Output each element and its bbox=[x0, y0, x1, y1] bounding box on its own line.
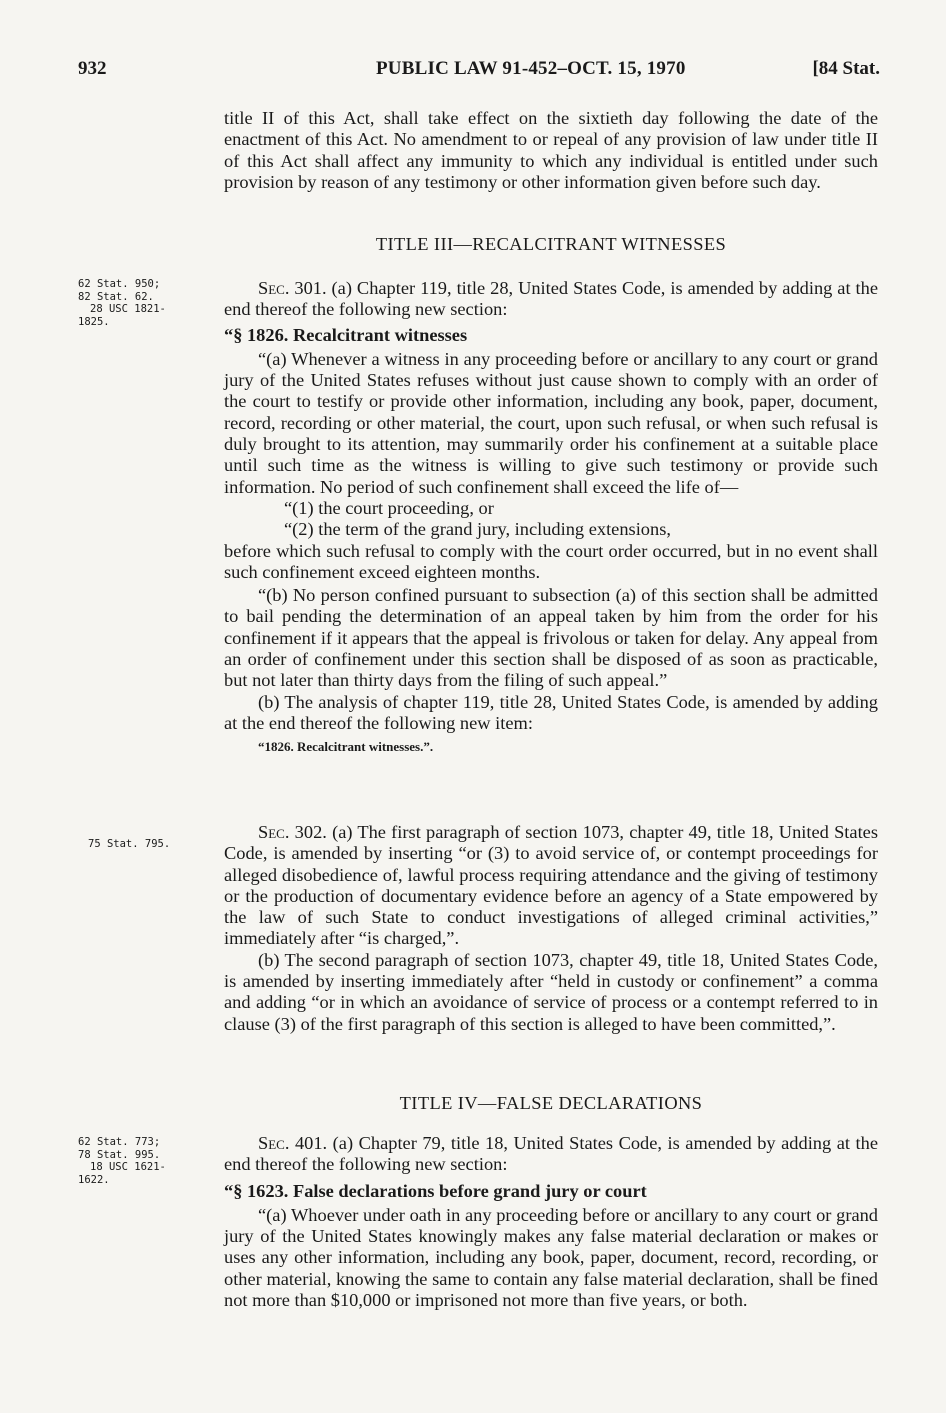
running-header bbox=[70, 58, 880, 88]
sec-401-paragraph bbox=[224, 1133, 878, 1176]
margin-note-line: 1825. bbox=[78, 315, 110, 328]
margin-note-line: 75 Stat. 795. bbox=[88, 838, 171, 850]
title-iii-heading: TITLE III—RECALCITRANT WITNESSES bbox=[375, 234, 727, 254]
margin-note-1 bbox=[78, 278, 200, 328]
margin-note-2 bbox=[88, 838, 210, 851]
sec-301-b: (b) The analysis of chapter 119, title 28, United States Code, is amended by adding at the end thereof the following new item: bbox=[224, 691, 878, 733]
sec-1623-heading: “§ 1623. False declarations before grand jury or court bbox=[224, 1180, 647, 1201]
sec-1826-para-b: “(b) No person confined pursuant to subsection (a) of this section shall be admitted to bail pending the determination of an appeal taken by him from the order for his confinement if it appears that the appeal is frivolous or taken for delay. Any appeal from an order of confinement under this section shall be disposed of as soon as practicable, but not later than thirty days from the filing of such appeal.” bbox=[224, 585, 878, 691]
sec-302-block bbox=[224, 822, 878, 1035]
analysis-item-1826: “1826. Recalcitrant witnesses.”. bbox=[258, 739, 434, 755]
sec-302-b: (b) The second paragraph of section 1073, chapter 49, title 18, United States Code, is amended by inserting immediately after “held in custody or confinement” a comma and adding “or in which an avoidance of service of process or a contempt referred to in clause (3) of the first paragraph of this section is alleged to have been committed,”. bbox=[224, 949, 878, 1034]
margin-note-line: 78 Stat. 995. bbox=[78, 1148, 161, 1161]
sec-302-a-text: 302. (a) The first paragraph of section 1073, chapter 49, title 18, United States Code, is amended by inserting “or (3) to avoid service of, or contempt proceedings for alleged disobedience of, lawful process requiring attendance and the giving of testimony or the production of documentary evidence before an agency of a State empowered by the law of such State to conduct investigations of alleged criminal activities,” immediately after “is charged,”. bbox=[224, 822, 878, 949]
margin-note-line: 1622. bbox=[78, 1173, 110, 1186]
margin-note-3 bbox=[78, 1136, 200, 1186]
margin-note-line: 62 Stat. 773; bbox=[78, 1136, 161, 1148]
page-number: 932 bbox=[78, 58, 107, 79]
sec-1826-para-a-tail: before which such refusal to comply with the court order occurred, but in no event shall such confinement exceed eighteen months. bbox=[224, 540, 878, 582]
margin-note-line: 28 USC 1821- bbox=[90, 303, 166, 315]
sec-401-block bbox=[224, 1133, 878, 1311]
sec-1826-item-1: “(1) the court proceeding, or bbox=[284, 497, 494, 518]
running-title: PUBLIC LAW 91-452–OCT. 15, 1970 bbox=[376, 58, 686, 79]
title-iv-heading: TITLE IV—FALSE DECLARATIONS bbox=[399, 1093, 703, 1113]
intro-paragraph bbox=[224, 108, 878, 193]
sec-301-text: 301. (a) Chapter 119, title 28, United States Code, is amended by adding at the end thereof the following new section: bbox=[224, 278, 878, 320]
margin-note-line: 82 Stat. 62. bbox=[78, 290, 154, 303]
sec-301-block bbox=[224, 278, 878, 758]
margin-note-line: 18 USC 1621- bbox=[90, 1161, 166, 1173]
volume-reference: [84 Stat. bbox=[812, 58, 880, 79]
sec-302-a bbox=[224, 822, 878, 950]
intro-text: title II of this Act, shall take effect on the sixtieth day following the date of the enactment of this Act. No amendment to or repeal of any provision of law under title II of this Act shall affect any immunity to which any individual is entitled under such provision by reason of any testimony or other information given before such day. bbox=[224, 108, 878, 192]
margin-note-line: 62 Stat. 950; bbox=[78, 278, 161, 290]
sec-301-paragraph bbox=[224, 278, 878, 321]
sec-1826-item-2: “(2) the term of the grand jury, including extensions, bbox=[284, 519, 671, 540]
sec-1623-para-a: “(a) Whoever under oath in any proceeding before or ancillary to any court or grand jury of the United States knowingly makes any false material declaration or makes or uses any other information, including any book, paper, document, record, recording, or other material, knowing the same to contain any false material declaration, shall be fined not more than $10,000 or imprisoned not more than five years, or both. bbox=[224, 1204, 878, 1311]
sec-1826-heading: “§ 1826. Recalcitrant witnesses bbox=[224, 324, 468, 345]
sec-1826-para-a: “(a) Whenever a witness in any proceeding before or ancillary to any court or grand jury of the United States refuses without just cause shown to comply with an order of the court to testify or provide other information, including any book, paper, document, record, recording or other material, the court, upon such refusal, or when such refusal is duly brought to its attention, may summarily order his confinement at a suitable place until such time as the witness is willing to give such testimony or provide such information. No period of such confinement shall exceed the life of— bbox=[224, 348, 878, 497]
sec-label: Sec. bbox=[258, 1133, 290, 1153]
sec-401-text: 401. (a) Chapter 79, title 18, United States Code, is amended by adding at the end thereof the following new section: bbox=[224, 1133, 878, 1175]
sec-label: Sec. bbox=[258, 278, 290, 298]
sec-label: Sec. bbox=[258, 822, 290, 842]
